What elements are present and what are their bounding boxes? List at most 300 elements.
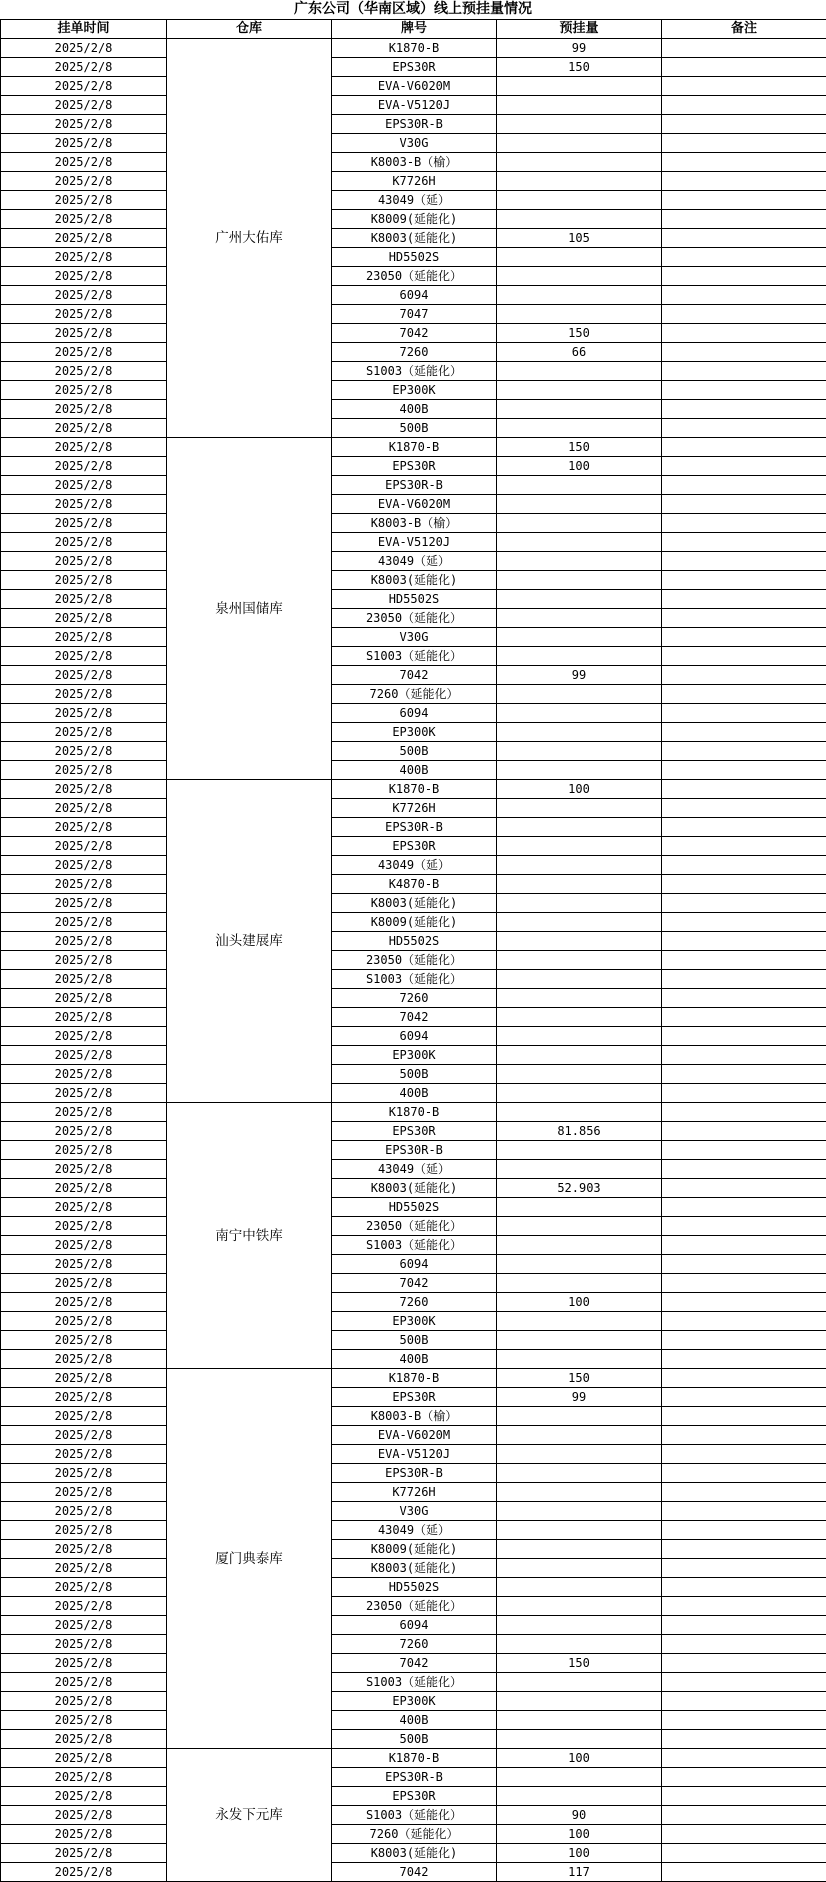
cell-date[interactable]: 2025/2/8 — [1, 495, 167, 514]
cell-grade[interactable]: EP300K — [332, 723, 497, 742]
cell-date[interactable]: 2025/2/8 — [1, 1388, 167, 1407]
cell-date[interactable]: 2025/2/8 — [1, 1122, 167, 1141]
cell-note[interactable] — [662, 1027, 826, 1046]
cell-quantity[interactable] — [497, 1616, 662, 1635]
cell-grade[interactable]: HD5502S — [332, 590, 497, 609]
cell-grade[interactable]: 23050（延能化） — [332, 1217, 497, 1236]
cell-grade[interactable]: 43049（延） — [332, 1160, 497, 1179]
cell-grade[interactable]: 500B — [332, 419, 497, 438]
cell-grade[interactable]: K8003-B（榆） — [332, 514, 497, 533]
cell-date[interactable]: 2025/2/8 — [1, 1293, 167, 1312]
cell-quantity[interactable] — [497, 761, 662, 780]
cell-date[interactable]: 2025/2/8 — [1, 1597, 167, 1616]
cell-note[interactable] — [662, 115, 826, 134]
cell-date[interactable]: 2025/2/8 — [1, 742, 167, 761]
cell-quantity[interactable] — [497, 1673, 662, 1692]
cell-quantity[interactable] — [497, 153, 662, 172]
cell-date[interactable]: 2025/2/8 — [1, 267, 167, 286]
cell-date[interactable]: 2025/2/8 — [1, 1521, 167, 1540]
cell-note[interactable] — [662, 970, 826, 989]
cell-grade[interactable]: S1003（延能化） — [332, 362, 497, 381]
cell-warehouse[interactable]: 泉州国储库 — [167, 438, 332, 780]
cell-date[interactable]: 2025/2/8 — [1, 837, 167, 856]
cell-grade[interactable]: 7042 — [332, 666, 497, 685]
cell-grade[interactable]: 500B — [332, 742, 497, 761]
cell-date[interactable]: 2025/2/8 — [1, 780, 167, 799]
cell-note[interactable] — [662, 1806, 826, 1825]
cell-quantity[interactable]: 100 — [497, 457, 662, 476]
cell-note[interactable] — [662, 1768, 826, 1787]
cell-date[interactable]: 2025/2/8 — [1, 1540, 167, 1559]
cell-note[interactable] — [662, 229, 826, 248]
cell-grade[interactable]: EVA-V5120J — [332, 96, 497, 115]
cell-quantity[interactable]: 52.903 — [497, 1179, 662, 1198]
cell-quantity[interactable] — [497, 1255, 662, 1274]
cell-grade[interactable]: EPS30R — [332, 1787, 497, 1806]
cell-quantity[interactable]: 100 — [497, 780, 662, 799]
cell-date[interactable]: 2025/2/8 — [1, 1103, 167, 1122]
cell-note[interactable] — [662, 1825, 826, 1844]
cell-date[interactable]: 2025/2/8 — [1, 1711, 167, 1730]
cell-date[interactable]: 2025/2/8 — [1, 305, 167, 324]
cell-quantity[interactable] — [497, 362, 662, 381]
cell-note[interactable] — [662, 1521, 826, 1540]
cell-grade[interactable]: 43049（延） — [332, 1521, 497, 1540]
cell-grade[interactable]: K1870-B — [332, 1749, 497, 1768]
cell-date[interactable]: 2025/2/8 — [1, 1654, 167, 1673]
cell-note[interactable] — [662, 1711, 826, 1730]
cell-date[interactable]: 2025/2/8 — [1, 1559, 167, 1578]
cell-note[interactable] — [662, 818, 826, 837]
cell-quantity[interactable] — [497, 1787, 662, 1806]
cell-note[interactable] — [662, 362, 826, 381]
cell-note[interactable] — [662, 609, 826, 628]
cell-date[interactable]: 2025/2/8 — [1, 153, 167, 172]
cell-quantity[interactable] — [497, 723, 662, 742]
cell-grade[interactable]: EP300K — [332, 1046, 497, 1065]
cell-grade[interactable]: 7042 — [332, 1008, 497, 1027]
cell-quantity[interactable] — [497, 1768, 662, 1787]
cell-date[interactable]: 2025/2/8 — [1, 799, 167, 818]
cell-date[interactable]: 2025/2/8 — [1, 419, 167, 438]
cell-quantity[interactable] — [497, 1084, 662, 1103]
cell-quantity[interactable] — [497, 305, 662, 324]
cell-date[interactable]: 2025/2/8 — [1, 210, 167, 229]
cell-quantity[interactable] — [497, 647, 662, 666]
cell-grade[interactable]: HD5502S — [332, 248, 497, 267]
cell-note[interactable] — [662, 951, 826, 970]
cell-grade[interactable]: EPS30R — [332, 58, 497, 77]
cell-quantity[interactable] — [497, 913, 662, 932]
cell-quantity[interactable] — [497, 1350, 662, 1369]
cell-quantity[interactable] — [497, 1027, 662, 1046]
cell-note[interactable] — [662, 267, 826, 286]
cell-grade[interactable]: 400B — [332, 1711, 497, 1730]
cell-date[interactable]: 2025/2/8 — [1, 1141, 167, 1160]
cell-quantity[interactable] — [497, 286, 662, 305]
cell-note[interactable] — [662, 191, 826, 210]
cell-note[interactable] — [662, 723, 826, 742]
cell-quantity[interactable] — [497, 381, 662, 400]
cell-note[interactable] — [662, 438, 826, 457]
cell-grade[interactable]: V30G — [332, 628, 497, 647]
cell-quantity[interactable] — [497, 894, 662, 913]
cell-date[interactable]: 2025/2/8 — [1, 590, 167, 609]
cell-quantity[interactable]: 150 — [497, 1654, 662, 1673]
cell-note[interactable] — [662, 1673, 826, 1692]
cell-date[interactable]: 2025/2/8 — [1, 1198, 167, 1217]
cell-note[interactable] — [662, 1464, 826, 1483]
cell-date[interactable]: 2025/2/8 — [1, 1407, 167, 1426]
cell-date[interactable]: 2025/2/8 — [1, 1331, 167, 1350]
cell-grade[interactable]: EPS30R — [332, 837, 497, 856]
cell-date[interactable]: 2025/2/8 — [1, 476, 167, 495]
cell-note[interactable] — [662, 1426, 826, 1445]
cell-quantity[interactable] — [497, 419, 662, 438]
cell-date[interactable]: 2025/2/8 — [1, 172, 167, 191]
cell-grade[interactable]: K8003-B（榆） — [332, 153, 497, 172]
cell-quantity[interactable] — [497, 856, 662, 875]
cell-date[interactable]: 2025/2/8 — [1, 1008, 167, 1027]
cell-note[interactable] — [662, 1217, 826, 1236]
cell-note[interactable] — [662, 780, 826, 799]
cell-note[interactable] — [662, 1293, 826, 1312]
cell-grade[interactable]: EVA-V6020M — [332, 77, 497, 96]
cell-date[interactable]: 2025/2/8 — [1, 134, 167, 153]
cell-quantity[interactable]: 81.856 — [497, 1122, 662, 1141]
cell-date[interactable]: 2025/2/8 — [1, 1350, 167, 1369]
cell-quantity[interactable]: 99 — [497, 39, 662, 58]
cell-note[interactable] — [662, 39, 826, 58]
cell-grade[interactable]: 7260（延能化） — [332, 1825, 497, 1844]
cell-quantity[interactable]: 90 — [497, 1806, 662, 1825]
cell-quantity[interactable] — [497, 875, 662, 894]
cell-warehouse[interactable]: 永发下元库 — [167, 1749, 332, 1882]
cell-note[interactable] — [662, 77, 826, 96]
cell-quantity[interactable]: 150 — [497, 324, 662, 343]
cell-quantity[interactable] — [497, 1521, 662, 1540]
cell-quantity[interactable] — [497, 951, 662, 970]
cell-note[interactable] — [662, 628, 826, 647]
cell-note[interactable] — [662, 989, 826, 1008]
cell-note[interactable] — [662, 248, 826, 267]
cell-quantity[interactable] — [497, 704, 662, 723]
cell-grade[interactable]: K8003(延能化) — [332, 229, 497, 248]
cell-grade[interactable]: 6094 — [332, 286, 497, 305]
cell-quantity[interactable] — [497, 1065, 662, 1084]
cell-grade[interactable]: 6094 — [332, 1255, 497, 1274]
cell-quantity[interactable] — [497, 1217, 662, 1236]
cell-grade[interactable]: 7042 — [332, 324, 497, 343]
cell-grade[interactable]: S1003（延能化） — [332, 647, 497, 666]
cell-quantity[interactable] — [497, 495, 662, 514]
cell-quantity[interactable] — [497, 115, 662, 134]
cell-quantity[interactable]: 150 — [497, 1369, 662, 1388]
cell-grade[interactable]: HD5502S — [332, 932, 497, 951]
cell-date[interactable]: 2025/2/8 — [1, 1692, 167, 1711]
cell-date[interactable]: 2025/2/8 — [1, 77, 167, 96]
cell-note[interactable] — [662, 286, 826, 305]
cell-grade[interactable]: 23050（延能化） — [332, 951, 497, 970]
cell-date[interactable]: 2025/2/8 — [1, 1483, 167, 1502]
cell-grade[interactable]: 43049（延） — [332, 191, 497, 210]
cell-note[interactable] — [662, 381, 826, 400]
cell-note[interactable] — [662, 1692, 826, 1711]
cell-quantity[interactable] — [497, 191, 662, 210]
cell-grade[interactable]: 43049（延） — [332, 552, 497, 571]
cell-date[interactable]: 2025/2/8 — [1, 96, 167, 115]
cell-date[interactable]: 2025/2/8 — [1, 514, 167, 533]
cell-quantity[interactable] — [497, 837, 662, 856]
cell-quantity[interactable] — [497, 609, 662, 628]
cell-date[interactable]: 2025/2/8 — [1, 1274, 167, 1293]
cell-grade[interactable]: K1870-B — [332, 438, 497, 457]
cell-grade[interactable]: 43049（延） — [332, 856, 497, 875]
cell-quantity[interactable] — [497, 742, 662, 761]
cell-grade[interactable]: V30G — [332, 134, 497, 153]
cell-quantity[interactable] — [497, 1692, 662, 1711]
cell-grade[interactable]: EVA-V5120J — [332, 533, 497, 552]
cell-note[interactable] — [662, 533, 826, 552]
cell-grade[interactable]: EPS30R-B — [332, 1768, 497, 1787]
cell-note[interactable] — [662, 457, 826, 476]
cell-quantity[interactable] — [497, 571, 662, 590]
cell-grade[interactable]: 7260 — [332, 989, 497, 1008]
cell-note[interactable] — [662, 1502, 826, 1521]
cell-note[interactable] — [662, 1160, 826, 1179]
cell-date[interactable]: 2025/2/8 — [1, 1236, 167, 1255]
cell-grade[interactable]: 23050（延能化） — [332, 609, 497, 628]
cell-note[interactable] — [662, 913, 826, 932]
cell-quantity[interactable] — [497, 818, 662, 837]
cell-quantity[interactable]: 100 — [497, 1825, 662, 1844]
cell-grade[interactable]: EP300K — [332, 1692, 497, 1711]
cell-date[interactable]: 2025/2/8 — [1, 191, 167, 210]
cell-grade[interactable]: 7260 — [332, 343, 497, 362]
cell-note[interactable] — [662, 1084, 826, 1103]
cell-note[interactable] — [662, 1236, 826, 1255]
cell-grade[interactable]: EPS30R — [332, 1122, 497, 1141]
cell-quantity[interactable] — [497, 970, 662, 989]
cell-quantity[interactable] — [497, 1730, 662, 1749]
cell-date[interactable]: 2025/2/8 — [1, 571, 167, 590]
cell-note[interactable] — [662, 1445, 826, 1464]
cell-note[interactable] — [662, 1255, 826, 1274]
cell-quantity[interactable] — [497, 1635, 662, 1654]
cell-quantity[interactable] — [497, 1445, 662, 1464]
cell-note[interactable] — [662, 856, 826, 875]
cell-date[interactable]: 2025/2/8 — [1, 1749, 167, 1768]
cell-quantity[interactable] — [497, 1502, 662, 1521]
cell-date[interactable]: 2025/2/8 — [1, 58, 167, 77]
cell-grade[interactable]: 400B — [332, 400, 497, 419]
cell-quantity[interactable] — [497, 1103, 662, 1122]
cell-note[interactable] — [662, 1388, 826, 1407]
cell-note[interactable] — [662, 875, 826, 894]
cell-date[interactable]: 2025/2/8 — [1, 39, 167, 58]
cell-quantity[interactable] — [497, 1407, 662, 1426]
cell-grade[interactable]: K8003-B（榆） — [332, 1407, 497, 1426]
cell-quantity[interactable] — [497, 1559, 662, 1578]
cell-grade[interactable]: EPS30R-B — [332, 818, 497, 837]
cell-date[interactable]: 2025/2/8 — [1, 115, 167, 134]
cell-quantity[interactable] — [497, 685, 662, 704]
cell-grade[interactable]: K1870-B — [332, 780, 497, 799]
cell-grade[interactable]: 7042 — [332, 1274, 497, 1293]
cell-quantity[interactable] — [497, 533, 662, 552]
cell-note[interactable] — [662, 932, 826, 951]
cell-date[interactable]: 2025/2/8 — [1, 1312, 167, 1331]
cell-date[interactable]: 2025/2/8 — [1, 666, 167, 685]
cell-grade[interactable]: 7260（延能化） — [332, 685, 497, 704]
cell-grade[interactable]: S1003（延能化） — [332, 1673, 497, 1692]
cell-grade[interactable]: S1003（延能化） — [332, 1236, 497, 1255]
cell-quantity[interactable] — [497, 1198, 662, 1217]
cell-quantity[interactable] — [497, 1331, 662, 1350]
cell-quantity[interactable] — [497, 1008, 662, 1027]
cell-date[interactable]: 2025/2/8 — [1, 1768, 167, 1787]
cell-grade[interactable]: K8009(延能化) — [332, 210, 497, 229]
cell-note[interactable] — [662, 172, 826, 191]
cell-quantity[interactable]: 100 — [497, 1293, 662, 1312]
cell-grade[interactable]: 6094 — [332, 1616, 497, 1635]
cell-quantity[interactable] — [497, 1711, 662, 1730]
cell-grade[interactable]: EPS30R-B — [332, 115, 497, 134]
cell-note[interactable] — [662, 1540, 826, 1559]
cell-note[interactable] — [662, 1008, 826, 1027]
cell-quantity[interactable] — [497, 1464, 662, 1483]
cell-date[interactable]: 2025/2/8 — [1, 362, 167, 381]
cell-grade[interactable]: EPS30R-B — [332, 1464, 497, 1483]
cell-quantity[interactable] — [497, 400, 662, 419]
cell-quantity[interactable] — [497, 96, 662, 115]
cell-note[interactable] — [662, 1046, 826, 1065]
cell-quantity[interactable] — [497, 552, 662, 571]
cell-date[interactable]: 2025/2/8 — [1, 1825, 167, 1844]
cell-date[interactable]: 2025/2/8 — [1, 457, 167, 476]
cell-grade[interactable]: S1003（延能化） — [332, 1806, 497, 1825]
cell-date[interactable]: 2025/2/8 — [1, 628, 167, 647]
cell-note[interactable] — [662, 1730, 826, 1749]
cell-grade[interactable]: V30G — [332, 1502, 497, 1521]
cell-date[interactable]: 2025/2/8 — [1, 1616, 167, 1635]
cell-grade[interactable]: K7726H — [332, 172, 497, 191]
cell-note[interactable] — [662, 514, 826, 533]
cell-warehouse[interactable]: 南宁中铁库 — [167, 1103, 332, 1369]
cell-date[interactable]: 2025/2/8 — [1, 1578, 167, 1597]
cell-grade[interactable]: 6094 — [332, 1027, 497, 1046]
cell-note[interactable] — [662, 761, 826, 780]
cell-quantity[interactable] — [497, 1597, 662, 1616]
cell-note[interactable] — [662, 1141, 826, 1160]
cell-note[interactable] — [662, 1749, 826, 1768]
cell-quantity[interactable]: 99 — [497, 666, 662, 685]
cell-note[interactable] — [662, 647, 826, 666]
cell-date[interactable]: 2025/2/8 — [1, 951, 167, 970]
cell-grade[interactable]: 23050（延能化） — [332, 267, 497, 286]
cell-quantity[interactable] — [497, 1236, 662, 1255]
cell-date[interactable]: 2025/2/8 — [1, 552, 167, 571]
cell-date[interactable]: 2025/2/8 — [1, 932, 167, 951]
cell-grade[interactable]: S1003（延能化） — [332, 970, 497, 989]
cell-note[interactable] — [662, 419, 826, 438]
cell-grade[interactable]: EVA-V6020M — [332, 1426, 497, 1445]
cell-grade[interactable]: EVA-V5120J — [332, 1445, 497, 1464]
cell-note[interactable] — [662, 552, 826, 571]
cell-grade[interactable]: 400B — [332, 1084, 497, 1103]
cell-grade[interactable]: K4870-B — [332, 875, 497, 894]
cell-quantity[interactable]: 117 — [497, 1863, 662, 1882]
cell-quantity[interactable] — [497, 1578, 662, 1597]
cell-date[interactable]: 2025/2/8 — [1, 381, 167, 400]
cell-grade[interactable]: 500B — [332, 1331, 497, 1350]
cell-date[interactable]: 2025/2/8 — [1, 970, 167, 989]
cell-quantity[interactable] — [497, 514, 662, 533]
cell-date[interactable]: 2025/2/8 — [1, 1863, 167, 1882]
cell-note[interactable] — [662, 1844, 826, 1863]
cell-date[interactable]: 2025/2/8 — [1, 343, 167, 362]
cell-grade[interactable]: K8009(延能化) — [332, 1540, 497, 1559]
cell-date[interactable]: 2025/2/8 — [1, 1844, 167, 1863]
cell-grade[interactable]: EPS30R-B — [332, 1141, 497, 1160]
cell-grade[interactable]: K8003(延能化) — [332, 1179, 497, 1198]
cell-note[interactable] — [662, 495, 826, 514]
cell-grade[interactable]: 6094 — [332, 704, 497, 723]
cell-grade[interactable]: K8009(延能化) — [332, 913, 497, 932]
cell-quantity[interactable] — [497, 172, 662, 191]
cell-quantity[interactable] — [497, 1540, 662, 1559]
cell-date[interactable]: 2025/2/8 — [1, 248, 167, 267]
cell-quantity[interactable]: 105 — [497, 229, 662, 248]
cell-note[interactable] — [662, 1350, 826, 1369]
cell-warehouse[interactable]: 厦门典泰库 — [167, 1369, 332, 1749]
cell-note[interactable] — [662, 134, 826, 153]
cell-quantity[interactable] — [497, 1483, 662, 1502]
cell-grade[interactable]: K8003(延能化) — [332, 1559, 497, 1578]
cell-note[interactable] — [662, 343, 826, 362]
cell-note[interactable] — [662, 1787, 826, 1806]
cell-grade[interactable]: 7260 — [332, 1635, 497, 1654]
cell-grade[interactable]: K7726H — [332, 799, 497, 818]
cell-date[interactable]: 2025/2/8 — [1, 229, 167, 248]
cell-date[interactable]: 2025/2/8 — [1, 1179, 167, 1198]
cell-grade[interactable]: HD5502S — [332, 1198, 497, 1217]
cell-quantity[interactable] — [497, 1426, 662, 1445]
cell-grade[interactable]: 500B — [332, 1065, 497, 1084]
cell-note[interactable] — [662, 799, 826, 818]
cell-grade[interactable]: K1870-B — [332, 39, 497, 58]
cell-quantity[interactable] — [497, 628, 662, 647]
cell-grade[interactable]: 7047 — [332, 305, 497, 324]
cell-grade[interactable]: EPS30R — [332, 457, 497, 476]
cell-quantity[interactable] — [497, 210, 662, 229]
cell-quantity[interactable] — [497, 248, 662, 267]
cell-date[interactable]: 2025/2/8 — [1, 1046, 167, 1065]
cell-date[interactable]: 2025/2/8 — [1, 1445, 167, 1464]
cell-date[interactable]: 2025/2/8 — [1, 1806, 167, 1825]
cell-note[interactable] — [662, 96, 826, 115]
cell-date[interactable]: 2025/2/8 — [1, 324, 167, 343]
cell-date[interactable]: 2025/2/8 — [1, 1787, 167, 1806]
cell-quantity[interactable] — [497, 799, 662, 818]
cell-date[interactable]: 2025/2/8 — [1, 400, 167, 419]
cell-grade[interactable]: 7260 — [332, 1293, 497, 1312]
cell-grade[interactable]: 7042 — [332, 1654, 497, 1673]
cell-note[interactable] — [662, 1616, 826, 1635]
cell-quantity[interactable]: 99 — [497, 1388, 662, 1407]
cell-date[interactable]: 2025/2/8 — [1, 1255, 167, 1274]
cell-note[interactable] — [662, 324, 826, 343]
